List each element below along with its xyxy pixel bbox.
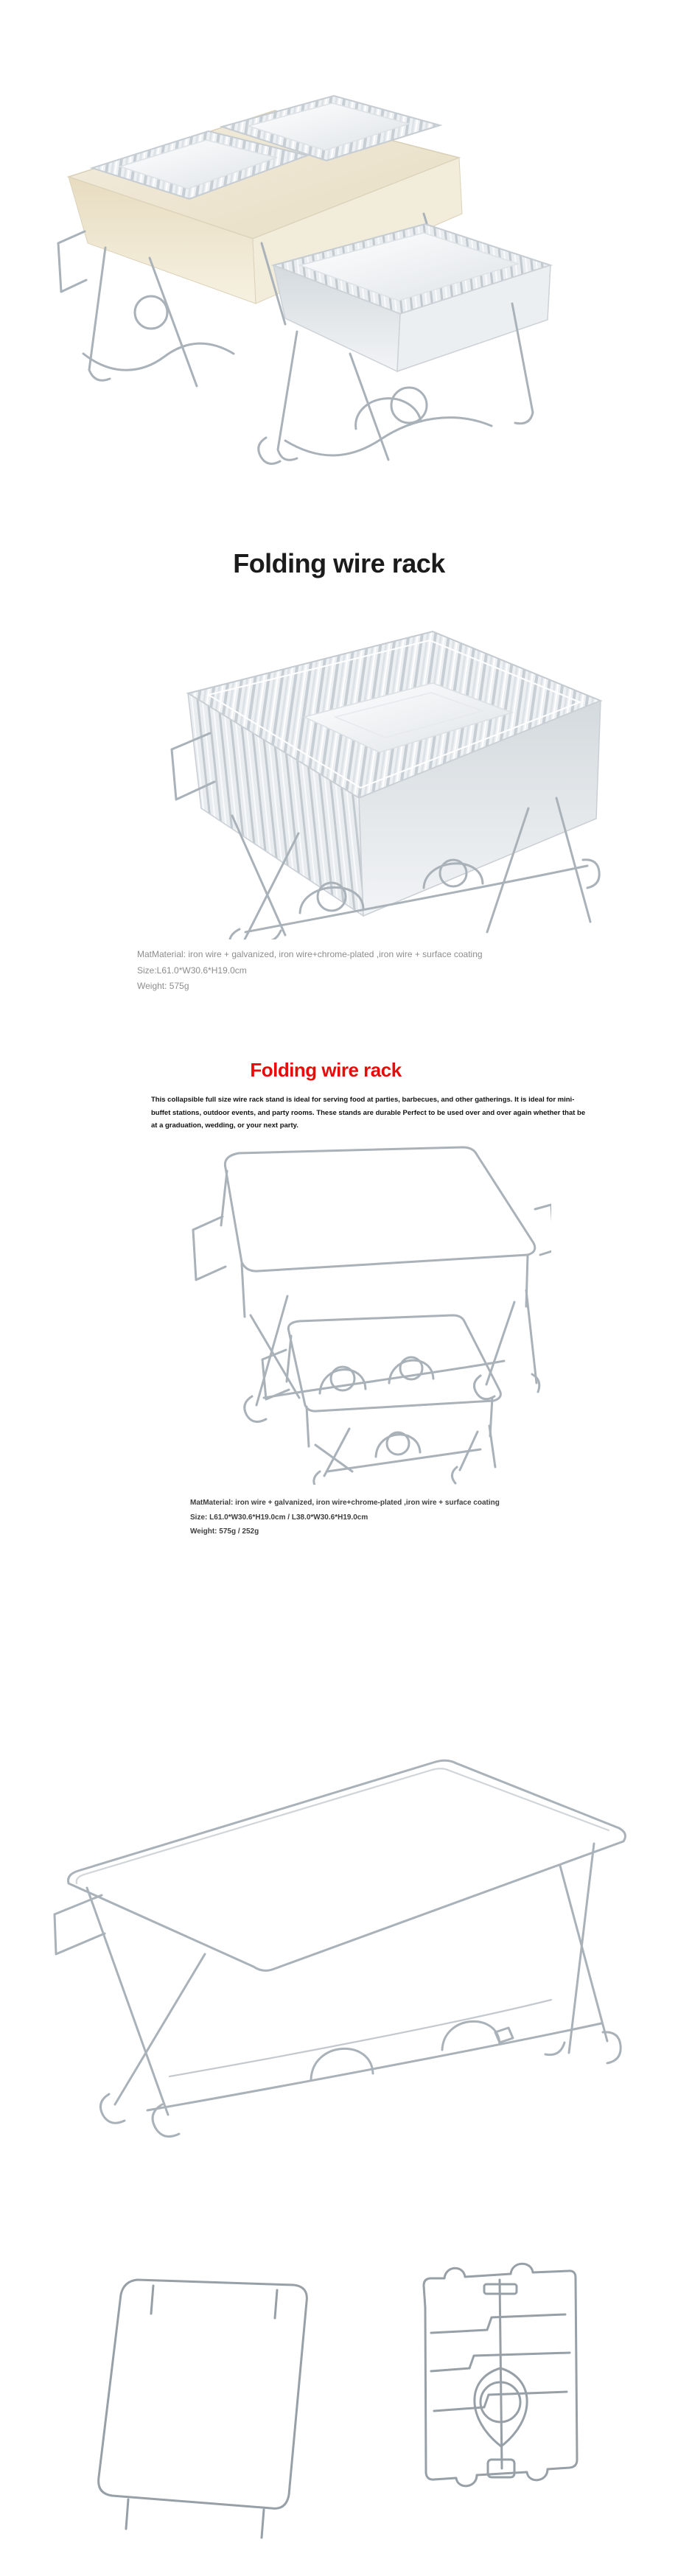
product-photo-folded-frame <box>52 2256 346 2547</box>
rack-with-pan-illustration <box>114 623 608 939</box>
spec-weight: Weight: 575g <box>137 981 189 991</box>
specs-block-1 <box>137 947 483 995</box>
spec-size: Size: L61.0*W30.6*H19.0cm / L38.0*W30.6*H19.0cm <box>190 1513 368 1522</box>
specs-block-2 <box>190 1496 500 1539</box>
product-photo-two-racks <box>168 1138 551 1488</box>
spec-material: MatMaterial: iron wire + galvanized, iron wire+chrome-plated ,iron wire + surface coating <box>137 949 483 959</box>
folded-rack-illustration <box>380 2241 630 2488</box>
folded-frame-illustration <box>52 2256 346 2544</box>
product-photo-folded-rack <box>380 2241 630 2492</box>
product-title: Folding wire rack <box>233 548 445 578</box>
product-photo-rack-with-pan <box>114 623 608 943</box>
two-racks-illustration <box>168 1138 551 1485</box>
chafing-set-illustration <box>41 57 601 470</box>
product-description: This collapsible full size wire rack stand is ideal for serving food at parties, barbecues, and other gatherings. It is ideal for mini-buffet stations, outdoor events, and party rooms. These stands are durable Perfect to be used over and over again whether that be at a graduation, wedding, or your next party. <box>151 1096 586 1130</box>
product-photo-rack-large <box>44 1732 641 2152</box>
spec-weight: Weight: 575g / 252g <box>190 1527 259 1536</box>
large-rack-illustration <box>44 1732 641 2148</box>
spec-material: MatMaterial: iron wire + galvanized, iron wire+chrome-plated ,iron wire + surface coating <box>190 1499 500 1507</box>
spec-size: Size:L61.0*W30.6*H19.0cm <box>137 965 247 976</box>
product-photo-chafing-set <box>41 57 601 474</box>
product-subtitle: Folding wire rack <box>250 1059 402 1081</box>
